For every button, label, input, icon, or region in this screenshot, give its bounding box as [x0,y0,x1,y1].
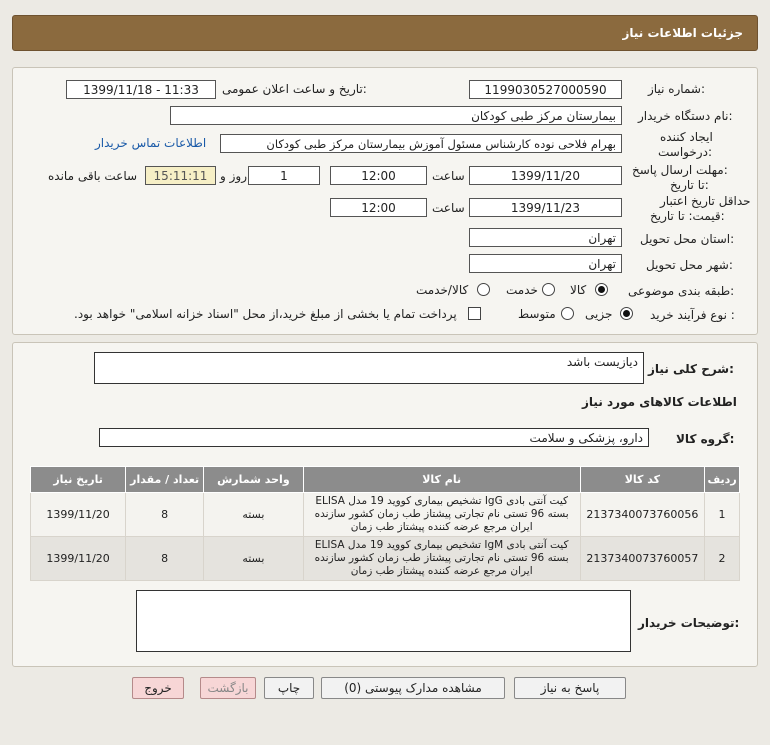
col-date: تاریخ نیاز [31,467,126,493]
city-label: شهر محل تحویل: [646,258,733,272]
row-index: 2 [705,537,740,581]
row-date: 1399/11/20 [31,493,126,537]
row-unit: بسته [204,493,304,537]
col-unit: واحد شمارش [204,467,304,493]
buyer-notes-field[interactable] [136,590,631,652]
contact-info-link[interactable]: اطلاعات تماس خریدار [95,136,207,150]
announce-label: تاریخ و ساعت اعلان عمومی: [222,82,367,96]
process-minor-radio[interactable] [620,307,633,320]
process-medium-label: متوسط [518,307,556,321]
table-row[interactable] [31,537,740,581]
send-time-field[interactable]: 12:00 [330,166,427,185]
row-unit: بسته [204,537,304,581]
row-index: 1 [705,493,740,537]
reply-button[interactable]: پاسخ به نیاز [514,677,626,699]
creator-label: درخواست: [658,145,712,159]
row-qty: 8 [126,493,204,537]
col-name: نام کالا [303,467,580,493]
row-code: 2137340073760056 [580,493,704,537]
buyer-org-field[interactable]: بیمارستان مرکز طبی کودکان [170,106,622,125]
process-label: نوع فرآیند خرید : [650,308,735,322]
category-goods-label: کالا [570,283,587,297]
row-date: 1399/11/20 [31,537,126,581]
back-button[interactable]: بازگشت [200,677,256,699]
row-name: کیت آنتی بادی IgG تشخیص بیماری کووید 19 مدل ELISA بسته 96 تستی نام تجارتی پیشتاز طب زمان کشور سازنده ایران مرجع عرضه کننده پیشتاز طب زمان [303,493,580,537]
process-medium-radio[interactable] [561,307,574,320]
days-label: روز و [220,169,247,183]
validity-date-field[interactable]: 1399/11/23 [469,198,622,217]
page-header [12,15,758,51]
description-field[interactable]: دیازیست باشد [94,352,644,384]
treasury-payment-checkbox[interactable] [468,307,481,320]
province-field[interactable]: تهران [469,228,622,247]
category-service-label: خدمت [506,283,538,297]
description-label: شرح کلی نیاز: [648,362,734,376]
creator-field[interactable]: بهرام فلاحی نوده کارشناس مسئول آموزش بیمارستان مرکز طبی کودکان [220,134,622,153]
exit-button[interactable]: خروج [132,677,184,699]
row-name: کیت آنتی بادی IgM تشخیص بیماری کووید 19 مدل ELISA بسته 96 تستی نام تجارتی پیشتاز طب زمان کشور سازنده ایران مرجع عرضه کننده پیشتاز طب زمان [303,537,580,581]
print-button[interactable]: چاپ [264,677,314,699]
need-number-label: شماره نیاز: [648,82,706,96]
send-date-field[interactable]: 1399/11/20 [469,166,622,185]
send-deadline-label: تا تاریخ: [670,178,709,192]
process-minor-label: جزیی [585,307,613,321]
col-index: ردیف [705,467,740,493]
send-time-label: ساعت [432,169,465,183]
category-both-label: کالا/خدمت [416,283,469,297]
validity-time-label: ساعت [432,201,465,215]
row-qty: 8 [126,537,204,581]
category-label: طبقه بندی موضوعی: [628,284,735,298]
page-title: جزئیات اطلاعات نیاز [622,26,743,40]
category-service-radio[interactable] [542,283,555,296]
remaining-label: ساعت باقی مانده [48,169,138,183]
validity-label: قیمت: تا تاریخ: [650,209,725,223]
category-goods-radio[interactable] [595,283,608,296]
treasury-payment-note: پرداخت تمام یا بخشی از مبلغ خرید،از محل "اسناد خزانه اسلامی" خواهد بود. [74,307,457,321]
attachments-button[interactable]: مشاهده مدارک پیوستی (0) [321,677,505,699]
goods-group-field[interactable]: دارو، پزشکی و سلامت [99,428,649,447]
buyer-notes-label: توضیحات خریدار: [638,616,740,630]
validity-time-field[interactable]: 12:00 [330,198,427,217]
announce-field[interactable]: 1399/11/18 - 11:33 [66,80,216,99]
col-code: کد کالا [580,467,704,493]
province-label: استان محل تحویل: [640,232,735,246]
table-row[interactable] [31,493,740,537]
city-field[interactable]: تهران [469,254,622,273]
col-qty: تعداد / مقدار [126,467,204,493]
remaining-time-field: 15:11:11 [145,166,216,185]
row-code: 2137340073760057 [580,537,704,581]
goods-table [30,466,740,581]
buyer-org-label: نام دستگاه خریدار: [638,109,733,123]
need-number-field[interactable]: 1199030527000590 [469,80,622,99]
goods-section-title: اطلاعات کالاهای مورد نیاز [582,395,737,409]
days-field[interactable]: 1 [248,166,320,185]
category-both-radio[interactable] [477,283,490,296]
goods-group-label: گروه کالا: [676,432,735,446]
